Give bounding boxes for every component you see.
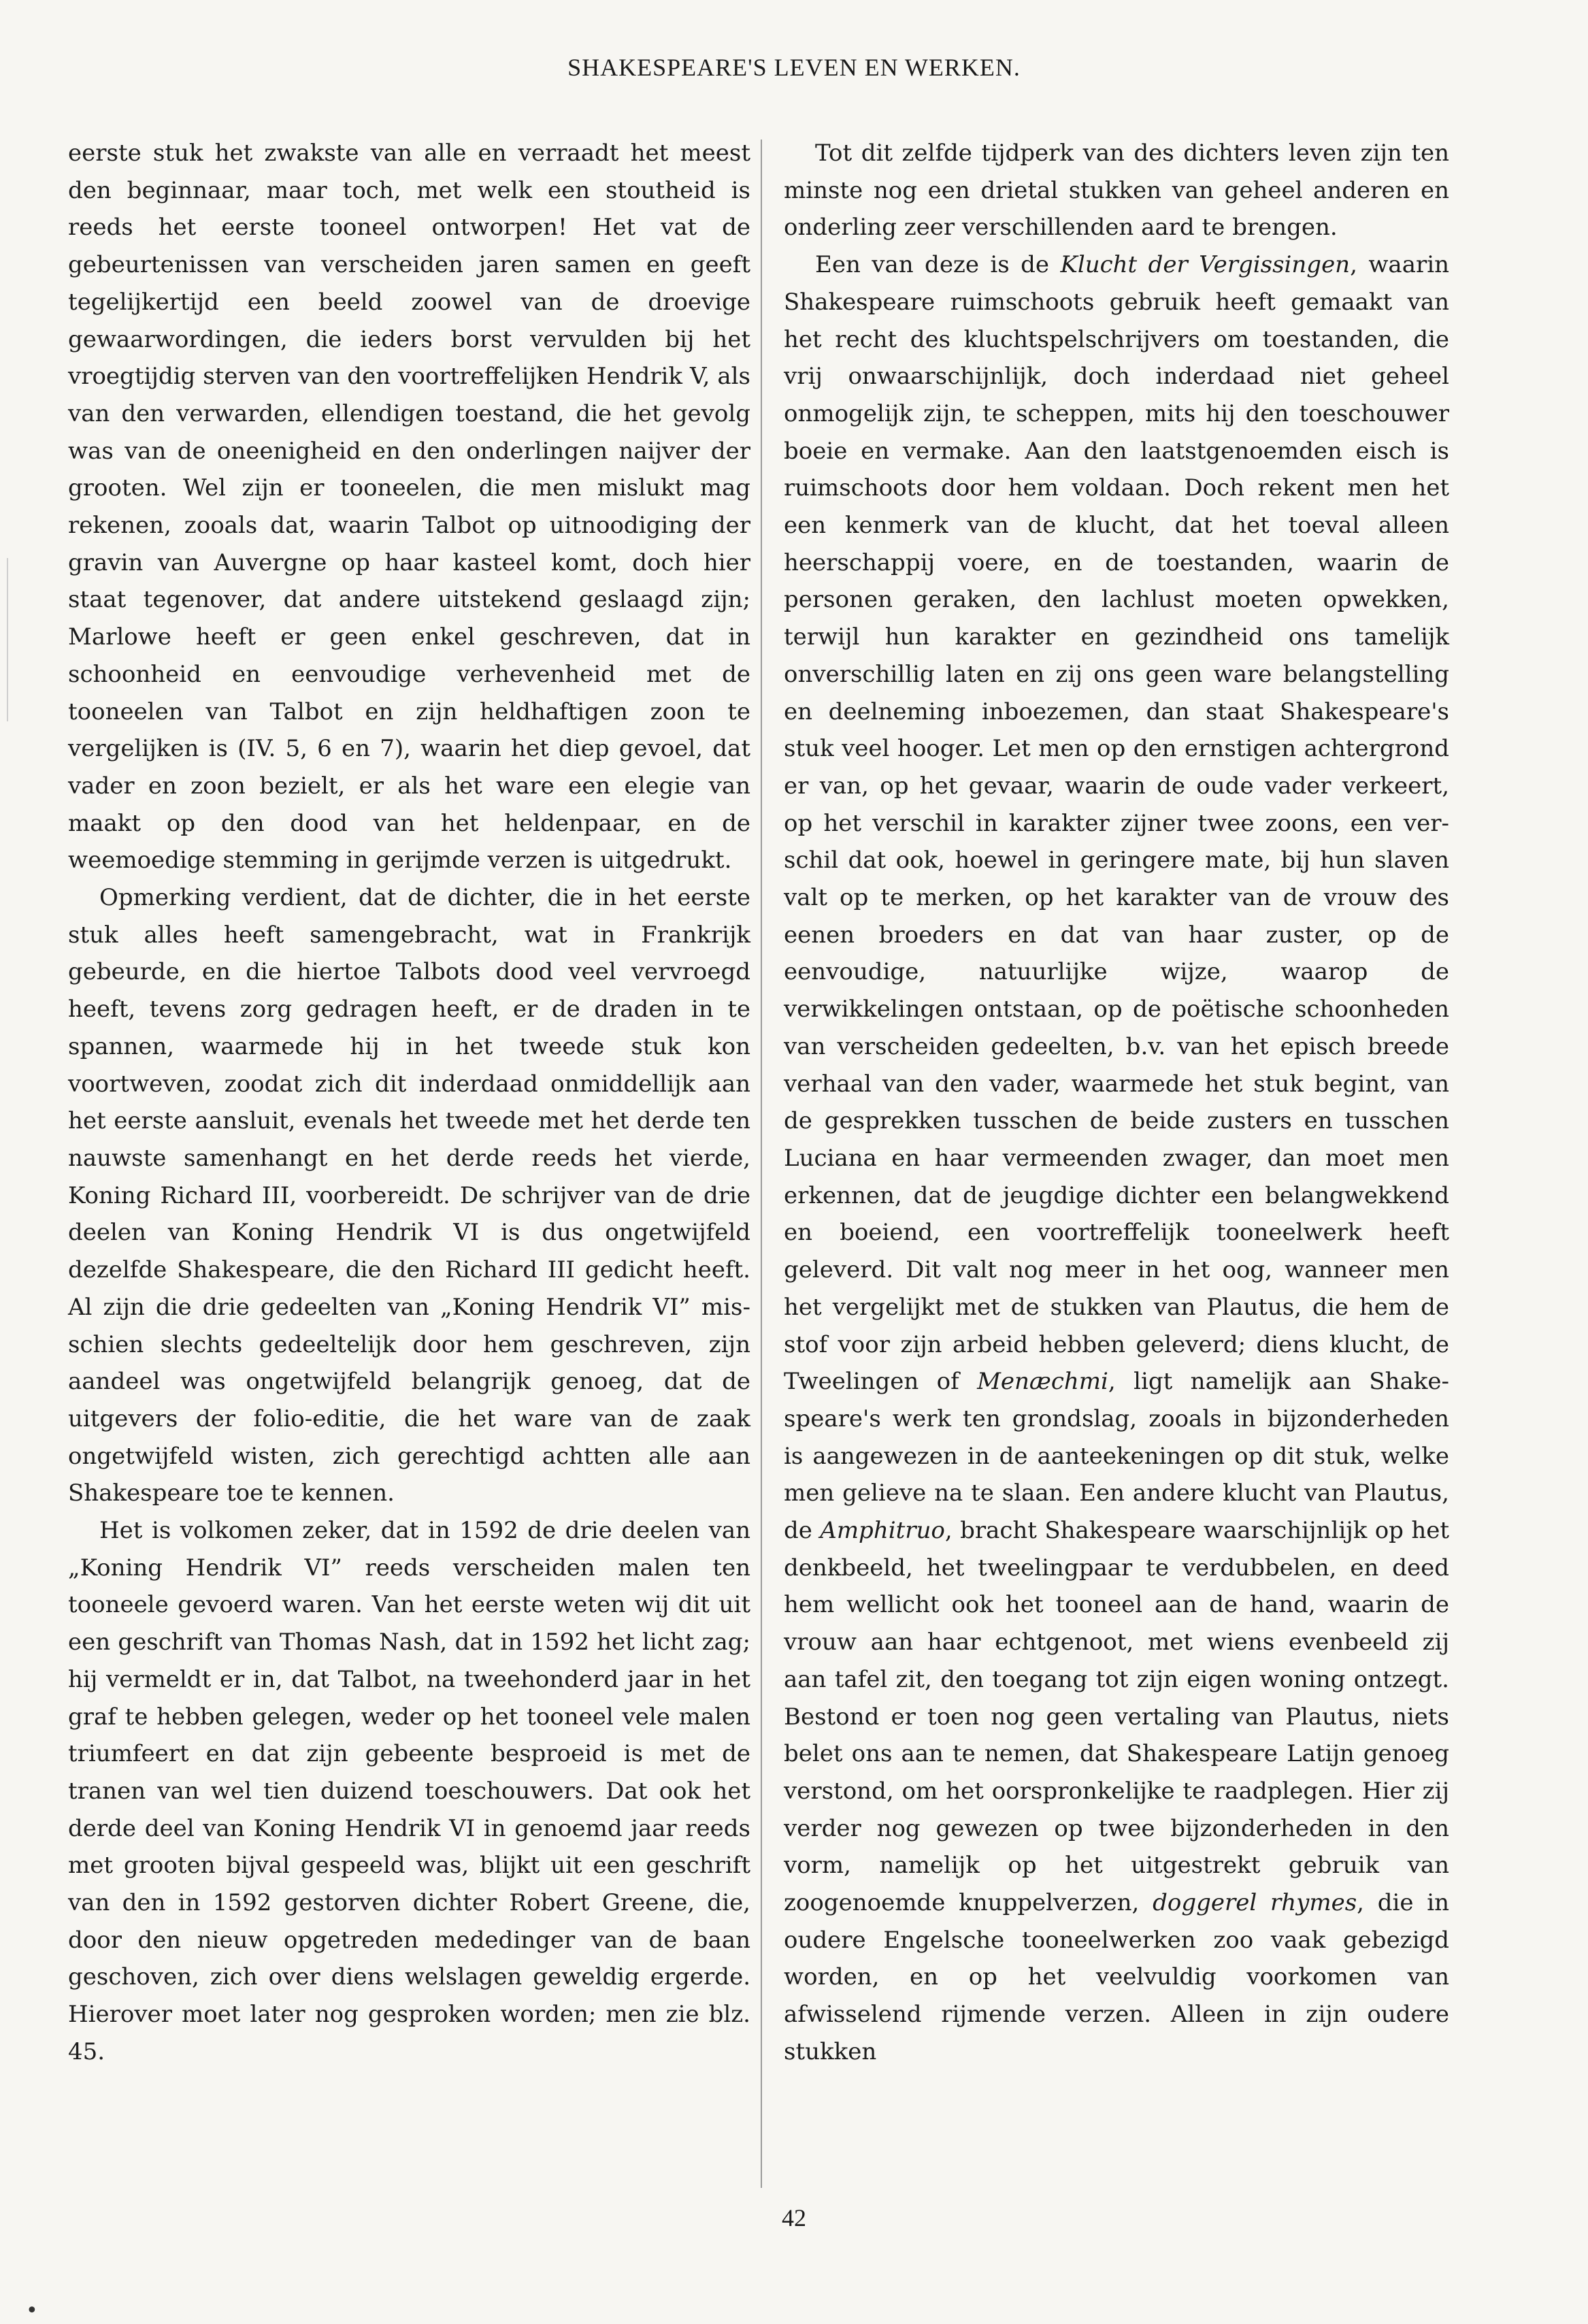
text-run: , waarin Shakespeare ruimschoots gebruik heeft gemaakt van het recht des kluchtspelschrijvers om toestanden, die vrij onwaarschijnlijk, doch inderdaad niet geheel onmogelijk zijn, te scheppen, mits hij den toeschouwer boeie en vermake. Aan den laatstgenoemden eisch is ruimschoots door hem voldaan. Doch rekent men het een kenmerk van de klucht, dat het toeval alleen heerschappij voere, en de toestanden, waarin de personen geraken, den lachlust moeten opwekken, terwijl hun karakter en gezindheid ons tamelijk onverschillig laten en zij ons geen ware belangstelling en deelneming inboezemen, dan staat Shakespeare's stuk veel hooger. Let men op den ernstigen achtergrond er van, op het gevaar, waarin de oude vader verkeert, op het verschil in karakter zijner twee zoons, een verschil dat ook, hoewel in geringere mate, bij hun slaven valt op te merken, op het karakter van de vrouw des eenen broeders en dat van haar zuster, op de eenvoudige, natuurlijke wijze, waarop de verwikkelingen ontstaan, op de poëtische schoonheden van verscheiden gedeelten, b.v. van het episch breede verhaal van den vader, waarmede het stuk begint, van de gesprekken tusschen de beide zusters en tusschen Luciana en haar vermeenden zwager, dan moet men erkennen, dat de jeugdige dichter een belangwekkend en boeiend, een voortreffelijk tooneelwerk heeft geleverd. Dit valt nog meer in het oog, wanneer men het vergelijkt met de stukken van Plautus, die hem de stof voor zijn arbeid hebben geleverd; diens klucht, de Tweelingen of [784, 251, 1449, 1396]
text-run: , die in oudere Engelsche tooneelwerken zoo vaak gebezigd worden, en op het veelvuldig voorkomen van afwisselend rijmende verzen. Alleen in zijn oudere stukken [784, 1889, 1449, 2065]
left-text-column [68, 135, 750, 2071]
paragraph [784, 246, 1449, 2070]
text-run: , ligt namelijk aan Shakespeare's werk ten grondslag, zooals in bijzonderheden is aangewezen in de aanteekeningen op dit stuk, welke men gelieve na te slaan. Een andere klucht van Plautus, de [784, 1368, 1449, 1545]
italic-title: Amphitruo [820, 1517, 945, 1545]
text-run: Een van deze is de [815, 251, 1061, 279]
right-text-column [784, 135, 1449, 2071]
paragraph: Tot dit zelfde tijdperk van des dichters leven zijn ten minste nog een drietal stukken van geheel anderen en onderling zeer verschillenden aard te brengen. [784, 140, 1449, 242]
page-number: 42 [782, 2204, 806, 2231]
scan-edge-mark [7, 558, 8, 721]
paragraph-continued: eerste stuk het zwakste van alle en verraadt het meest den beginnaar, maar toch, met welk een stoutheid is reeds het eerste tooneel ontworpen! Het vat de gebeurtenissen van verscheiden jaren samen en geeft tegelijkertijd een beeld zoowel van de droevige gewaarwordingen, die ieders borst vervulden bij het vroegtijdig sterven van den voortreffelijken Hendrik V, als van den verwarden, ellendigen toestand, die het gevolg was van de oneenigheid en den onderlingen naijver der grooten. Wel zijn er tooneelen, die men mislukt mag rekenen, zooals dat, waarin Talbot op uitnoodiging der gravin van Auvergne op haar kasteel komt, doch hier staat tegenover, dat andere uitstekend geslaagd zijn; Marlowe heeft er geen enkel geschreven, dat in schoonheid en eenvoudige verhevenheid met de tooneelen van Talbot en zijn heldhaftigen zoon te vergelijken is (IV. 5, 6 en 7), waarin het diep gevoel, dat vader en zoon bezielt, er als het ware een elegie van maakt op den dood van het heldenpaar, en de weemoedige stemming in gerijmde verzen is uitgedrukt. [68, 140, 750, 874]
paragraph: Opmerking verdient, dat de dichter, die in het eerste stuk alles heeft samengebracht, wat in Frankrijk gebeurde, en die hiertoe Talbots dood veel vervroegd heeft, tevens zorg gedragen heeft, er de draden in te spannen, waarmede hij in het tweede stuk kon voortweven, zoodat zich dit inderdaad onmiddellijk aan het eerste aansluit, evenals het tweede met het derde ten nauwste samenhangt en het derde reeds het vierde, Koning Richard III, voorbereidt. De schrijver van de drie deelen van Koning Hendrik VI is dus ongetwijfeld dezelfde Shakespeare, die den Richard III gedicht heeft. Al zijn die drie gedeelten van „Koning Hendrik VI” misschien slechts gedeeltelijk door hem geschreven, zijn aandeel was ongetwijfeld belangrijk genoeg, dat de uitgevers der folio-editie, die het ware van de zaak ongetwijfeld wisten, zich gerechtigd achtten alle aan Shakespeare toe te kennen. [68, 884, 750, 1507]
scan-corner-mark: • [26, 2299, 38, 2323]
italic-term: doggerel rhymes [1153, 1889, 1357, 1917]
italic-title: Menæchmi [977, 1368, 1108, 1396]
column-divider [761, 140, 762, 2188]
running-header: SHAKESPEARE'S LEVEN EN WERKEN. [567, 54, 1021, 81]
text-run: , bracht Shakespeare waarschijnlijk op het denkbeeld, het tweelingpaar te verdubbelen, en deed hem wellicht ook het tooneel aan de hand, waarin de vrouw aan haar echtgenoot, met wiens evenbeeld zij aan tafel zit, den toegang tot zijn eigen woning ontzegt. Bestond er toen nog geen vertaling van Plautus, niets belet ons aan te nemen, dat Shakespeare Latijn genoeg verstond, om het oorspronkelijke te raadplegen. Hier zij verder nog gewezen op twee bijzonderheden in den vorm, namelijk op het uitgestrekt gebruik van zoogenoemde knuppelverzen, [784, 1517, 1449, 1917]
italic-title: Klucht der Vergissingen [1060, 251, 1351, 279]
paragraph: Het is volkomen zeker, dat in 1592 de drie deelen van „Koning Hendrik VI” reeds verscheiden malen ten tooneele gevoerd waren. Van het eerste weten wij dit uit een geschrift van Thomas Nash, dat in 1592 het licht zag; hij vermeldt er in, dat Talbot, na tweehonderd jaar in het graf te hebben gelegen, weder op het tooneel vele malen triumfeert en dat zijn gebeente besproeid is met de tranen van wel tien duizend toeschouwers. Dat ook het derde deel van Koning Hendrik VI in genoemd jaar reeds met grooten bijval gespeeld was, blijkt uit een geschrift van den in 1592 gestorven dichter Robert Greene, die, door den nieuw opgetreden mededinger van de baan geschoven, zich over diens welslagen geweldig ergerde. Hierover moet later nog gesproken worden; men zie blz. 45. [68, 1517, 750, 2065]
